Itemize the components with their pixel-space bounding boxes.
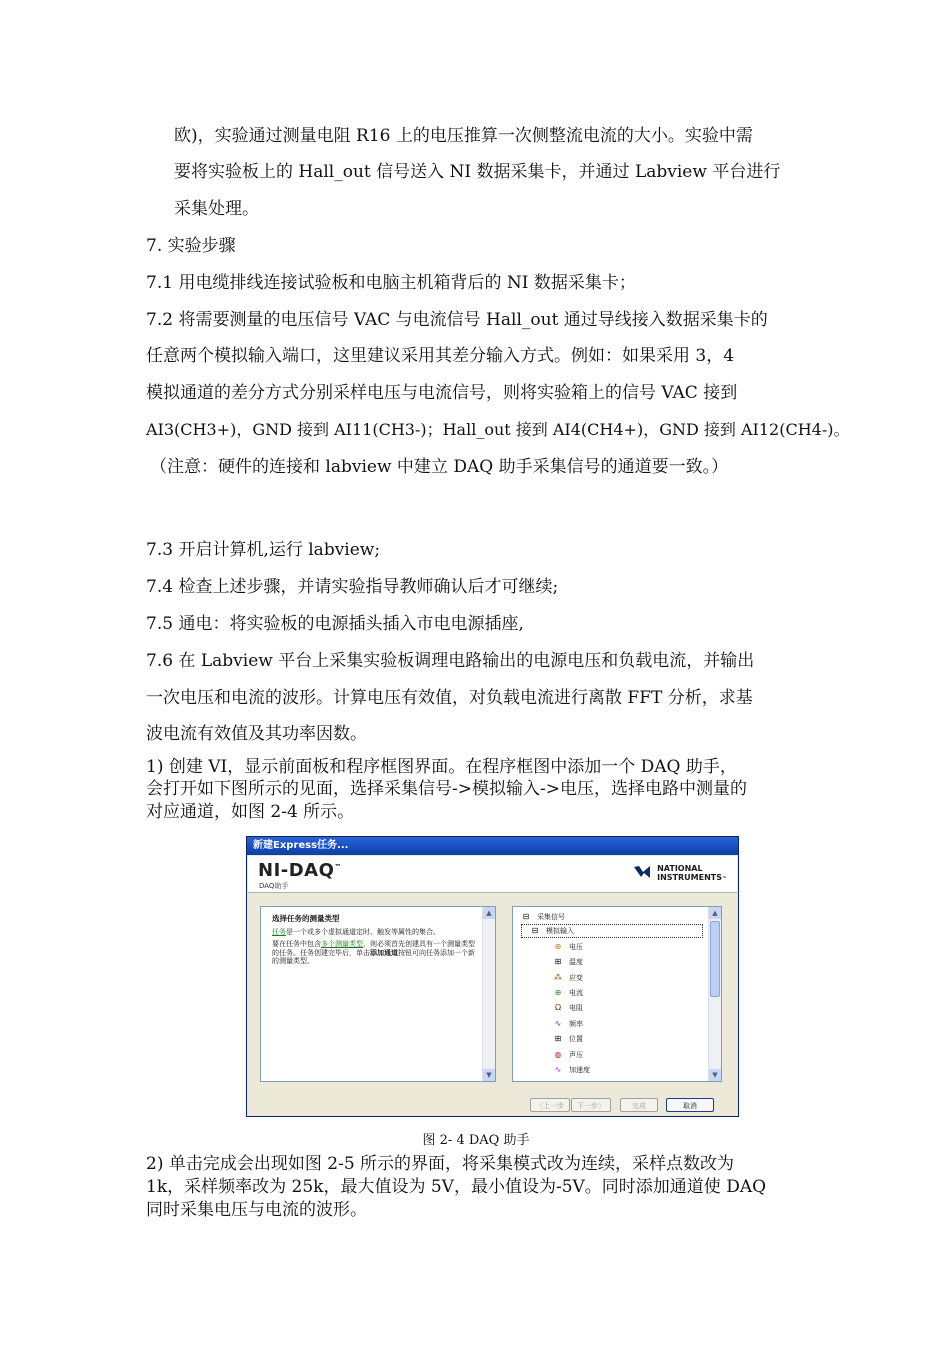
- multi-measurement-link[interactable]: 多个测量类型: [321, 940, 363, 948]
- scroll-down-icon[interactable]: ▼: [483, 1069, 495, 1081]
- tree-item-acceleration[interactable]: ∿ 加速度: [553, 1062, 590, 1077]
- left-scrollbar[interactable]: [482, 907, 495, 1081]
- tree-item-voltage[interactable]: ⊕ 电压: [553, 939, 583, 954]
- tree-item-resistance[interactable]: Ω 电阻: [553, 1000, 583, 1015]
- strain-icon: ⁂: [554, 973, 562, 982]
- tree-item-selected[interactable]: ⊟ 模拟输入: [521, 924, 703, 938]
- paragraph-line: 对应通道，如图 2-4 所示。: [146, 802, 355, 822]
- scroll-thumb[interactable]: [710, 921, 720, 997]
- cancel-button[interactable]: 取消: [666, 1098, 714, 1112]
- brand-subtitle: DAQ助手: [259, 882, 289, 890]
- paragraph-line: 会打开如下图所示的见面，选择采集信号->模拟输入->电压，选择电路中测量的: [146, 779, 747, 799]
- paragraph-line: AI3(CH3+)，GND 接到 AI11(CH3-)；Hall_out 接到 AI4(CH4+)，GND 接到 AI12(CH4-)。: [146, 420, 850, 439]
- tree-item-frequency[interactable]: ∿ 频率: [553, 1016, 583, 1031]
- measurement-tree: [512, 906, 722, 1082]
- collapse-icon: ⊟: [531, 926, 539, 935]
- collapse-icon: ⊟: [522, 912, 530, 921]
- ni-logo-icon: [633, 863, 651, 881]
- tree-item-current[interactable]: ⊕ 电流: [553, 985, 583, 1000]
- paragraph-line: 7.1 用电缆排线连接试验板和电脑主机箱背后的 NI 数据采集卡；: [146, 273, 636, 293]
- paragraph-line: 同时采集电压与电流的波形。: [146, 1200, 367, 1220]
- paragraph-line: 波电流有效值及其功率因数。: [146, 724, 367, 744]
- scroll-up-icon[interactable]: ▲: [709, 907, 721, 919]
- tree-item-temperature[interactable]: ⊞ 温度: [553, 954, 583, 969]
- section-heading: 7. 实验步骤: [146, 236, 236, 256]
- description-text: 选择任务的测量类型 任务是一个或多个虚拟通道定时、触发等属性的集合。 要在任务中包含多个测量类型，则必须首先创建具有一个测量类型的任务。任务创建完毕后，单击添加通道按钮可向任务添加一个新的测量类型。: [272, 914, 475, 965]
- paragraph-line: 7.6 在 Labview 平台上采集实验板调理电路输出的电源电压和负载电流，并输出: [146, 651, 755, 671]
- tree-item[interactable]: ⊟ 采集信号: [521, 909, 565, 924]
- tree-item-strain[interactable]: ⁂ 应变: [553, 970, 583, 985]
- paragraph-line: 2) 单击完成会出现如图 2-5 所示的界面，将采集模式改为连续，采样点数改为: [146, 1154, 735, 1174]
- paragraph-line: 欧)，实验通过测量电阻 R16 上的电压推算一次侧整流电流的大小。实验中需: [174, 126, 753, 146]
- back-button[interactable]: 〈上一步: [530, 1098, 570, 1112]
- paragraph-line: 7.2 将需要测量的电压信号 VAC 与电流信号 Hall_out 通过导线接入数据采集卡的: [146, 310, 768, 330]
- paragraph-line: 模拟通道的差分方式分别采样电压与电流信号，则将实验箱上的信号 VAC 接到: [146, 383, 738, 403]
- scroll-down-icon[interactable]: ▼: [709, 1069, 721, 1081]
- scroll-up-icon[interactable]: ▲: [483, 907, 495, 919]
- paragraph-line: 7.5 通电：将实验板的电源插头插入市电电源插座,: [146, 614, 524, 634]
- frequency-icon: ∿: [554, 1019, 562, 1028]
- next-button[interactable]: 下一步〉: [571, 1098, 611, 1112]
- vendor-logo-text: NATIONAL INSTRUMENTS™: [657, 864, 727, 882]
- window-title: 新建Express任务...: [247, 837, 738, 855]
- button-bar: [530, 1098, 730, 1112]
- paragraph-line: 1) 创建 VI，显示前面板和程序框图界面。在程序框图中添加一个 DAQ 助手，: [146, 757, 737, 777]
- paragraph-line: 任意两个模拟输入端口，这里建议采用其差分输入方式。例如：如果采用 3，4: [146, 346, 735, 366]
- paragraph-line: 7.3 开启计算机,运行 labview;: [146, 540, 381, 560]
- voltage-icon: ⊕: [554, 942, 562, 951]
- accelerometer-icon: ∿: [554, 1065, 562, 1074]
- tree-item-position[interactable]: ⊞ 位置: [553, 1031, 583, 1046]
- paragraph-line: 要将实验板上的 Hall_out 信号送入 NI 数据采集卡，并通过 Labview 平台进行: [174, 162, 781, 182]
- description-title: 选择任务的测量类型: [272, 914, 340, 923]
- task-link[interactable]: 任务: [272, 927, 286, 936]
- paragraph-line: 7.4 检查上述步骤，并请实验指导教师确认后才可继续;: [146, 577, 559, 597]
- tree-item-sound-pressure[interactable]: ◍ 声压: [553, 1047, 583, 1062]
- tree-scrollbar[interactable]: [708, 907, 721, 1081]
- resistance-icon: Ω: [554, 1003, 562, 1012]
- daq-assistant-window: [246, 836, 739, 1117]
- paragraph-line: 采集处理。: [174, 199, 259, 219]
- expand-icon: ⊞: [554, 957, 562, 966]
- description-pane: [260, 906, 496, 1082]
- paragraph-line: 1k，采样频率改为 25k，最大值设为 5V，最小值设为-5V。同时添加通道使 DAQ: [146, 1177, 767, 1197]
- current-icon: ⊕: [554, 988, 562, 997]
- paragraph-line: （注意：硬件的连接和 labview 中建立 DAQ 助手采集信号的通道要一致。）: [150, 457, 729, 477]
- ni-daq-brand: NI-DAQ™: [258, 860, 342, 881]
- window-header: [248, 856, 737, 893]
- microphone-icon: ◍: [554, 1050, 562, 1059]
- finish-button[interactable]: 完成: [620, 1098, 658, 1112]
- paragraph-line: 一次电压和电流的波形。计算电压有效值，对负载电流进行离散 FFT 分析，求基: [146, 688, 753, 708]
- expand-icon: ⊞: [554, 1034, 562, 1043]
- figure-caption: 图 2- 4 DAQ 助手: [422, 1133, 530, 1148]
